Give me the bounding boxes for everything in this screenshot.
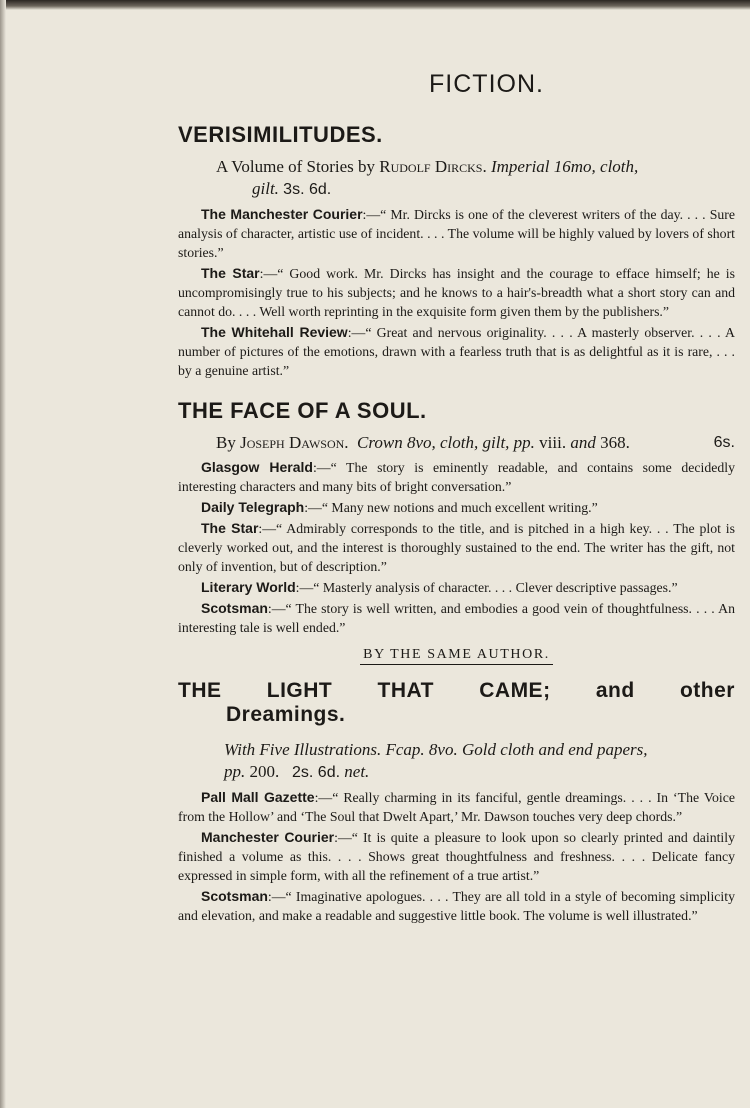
book-description: With Five Illustrations. Fcap. 8vo. Gold cloth and end papers, pp. 200. 2s. 6d. net. [224,740,648,781]
book-price: 3s. 6d. [283,181,332,198]
review-source: Scotsman [201,888,268,904]
review: Scotsman:—“ The story is well written, and embodies a good vein of thoughtfulness. . . . An interesting tale is well ended.” [178,600,735,635]
review: Pall Mall Gazette:—“ Really charming in its fanciful, gentle dreamings. . . . In ‘The Voice from the Hollow’ and ‘The Soul that Dwelt Apart,’ Mr. Dawson touches very deep chords.” [178,789,736,824]
author-name: Joseph Dawson. [240,433,349,452]
book-format: Crown 8vo, cloth, gilt, pp. [357,433,535,452]
page-left-edge [0,0,6,1108]
review: Manchester Courier:—“ It is quite a pleasure to look upon so clearly printed and daintily finished a volume as this. . . . Shows great thoughtfulness and freshness. . . . Delicate fancy expressed in simple form, with all the refinement of a true artist.” [178,829,735,883]
book-price: 6s. [713,434,735,451]
review: The Manchester Courier:—“ Mr. Dircks is one of the cleverest writers of the day. . . . Sure analysis of character, artistic use of incident. . . . The volume will be highly valued by lovers of short stories.” [178,206,735,260]
book-title-light-that-came: THE LIGHT THAT CAME; and other Dreamings. [178,679,735,726]
page-content [178,70,735,925]
review: The Star:—“ Admirably corresponds to the title, and is pitched in a high key. . . The plot is cleverly worked out, and the interest is thoroughly sustained to the end. The writer has the gift, not only of invention, but of description.” [178,520,735,574]
review-source: The Star [201,520,259,536]
book-title-verisimilitudes: VERISIMILITUDES. [178,122,383,147]
review-source: Daily Telegraph [201,499,305,515]
review-source: Scotsman [201,600,268,616]
page-top-edge [0,0,750,10]
same-author-heading: BY THE SAME AUTHOR. [178,645,735,665]
book-format: With Five Illustrations. Fcap. 8vo. Gold cloth and end papers, [224,740,648,759]
review-source: Literary World [201,579,296,595]
review-source: The Manchester Courier [201,206,363,222]
book-format: Imperial 16mo, cloth, [490,157,639,176]
review: Daily Telegraph:—“ Many new notions and much excellent writing.” [201,499,598,515]
review: Scotsman:—“ Imaginative apologues. . . . They are all told in a style of becoming simplicity and elevation, and make a readable and suggestive little book. The volume is well illustrated.” [178,888,735,923]
author-name: Rudolf Dircks. [379,157,487,176]
review-source: The Star [201,265,260,281]
review-source: Pall Mall Gazette [201,789,315,805]
page-title: FICTION. [429,70,544,98]
book-price: 2s. 6d. [292,764,341,781]
review: Glasgow Herald:—“ The story is eminently readable, and contains some decidedly interesting characters and many bits of bright conversation.” [178,459,735,494]
review-source: The Whitehall Review [201,324,348,340]
review: Literary World:—“ Masterly analysis of character. . . . Clever descriptive passages.” [201,579,678,595]
review: The Whitehall Review:—“ Great and nervous originality. . . . A masterly observer. . . . A number of pictures of the emotions, drawn with a fearless truth that is as delightful as it is rare, . . . by a genuine artist.” [178,324,735,378]
book-description: By Joseph Dawson. Crown 8vo, cloth, gilt, pp. viii. and 368. 6s. [216,433,735,452]
review-source: Manchester Courier [201,829,335,845]
review: The Star:—“ Good work. Mr. Dircks has insight and the courage to efface himself; he is uncompromisingly true to his subjects; and he knows to a hair's-breadth what a short story can and cannot do. . . . Well worth reprinting in the exquisite form given them by the publishers.” [178,265,735,319]
book-title-face-of-a-soul: THE FACE OF A SOUL. [178,398,427,423]
review-source: Glasgow Herald [201,459,313,475]
book-description: A Volume of Stories by Rudolf Dircks. Imperial 16mo, cloth, gilt. 3s. 6d. [216,157,639,198]
